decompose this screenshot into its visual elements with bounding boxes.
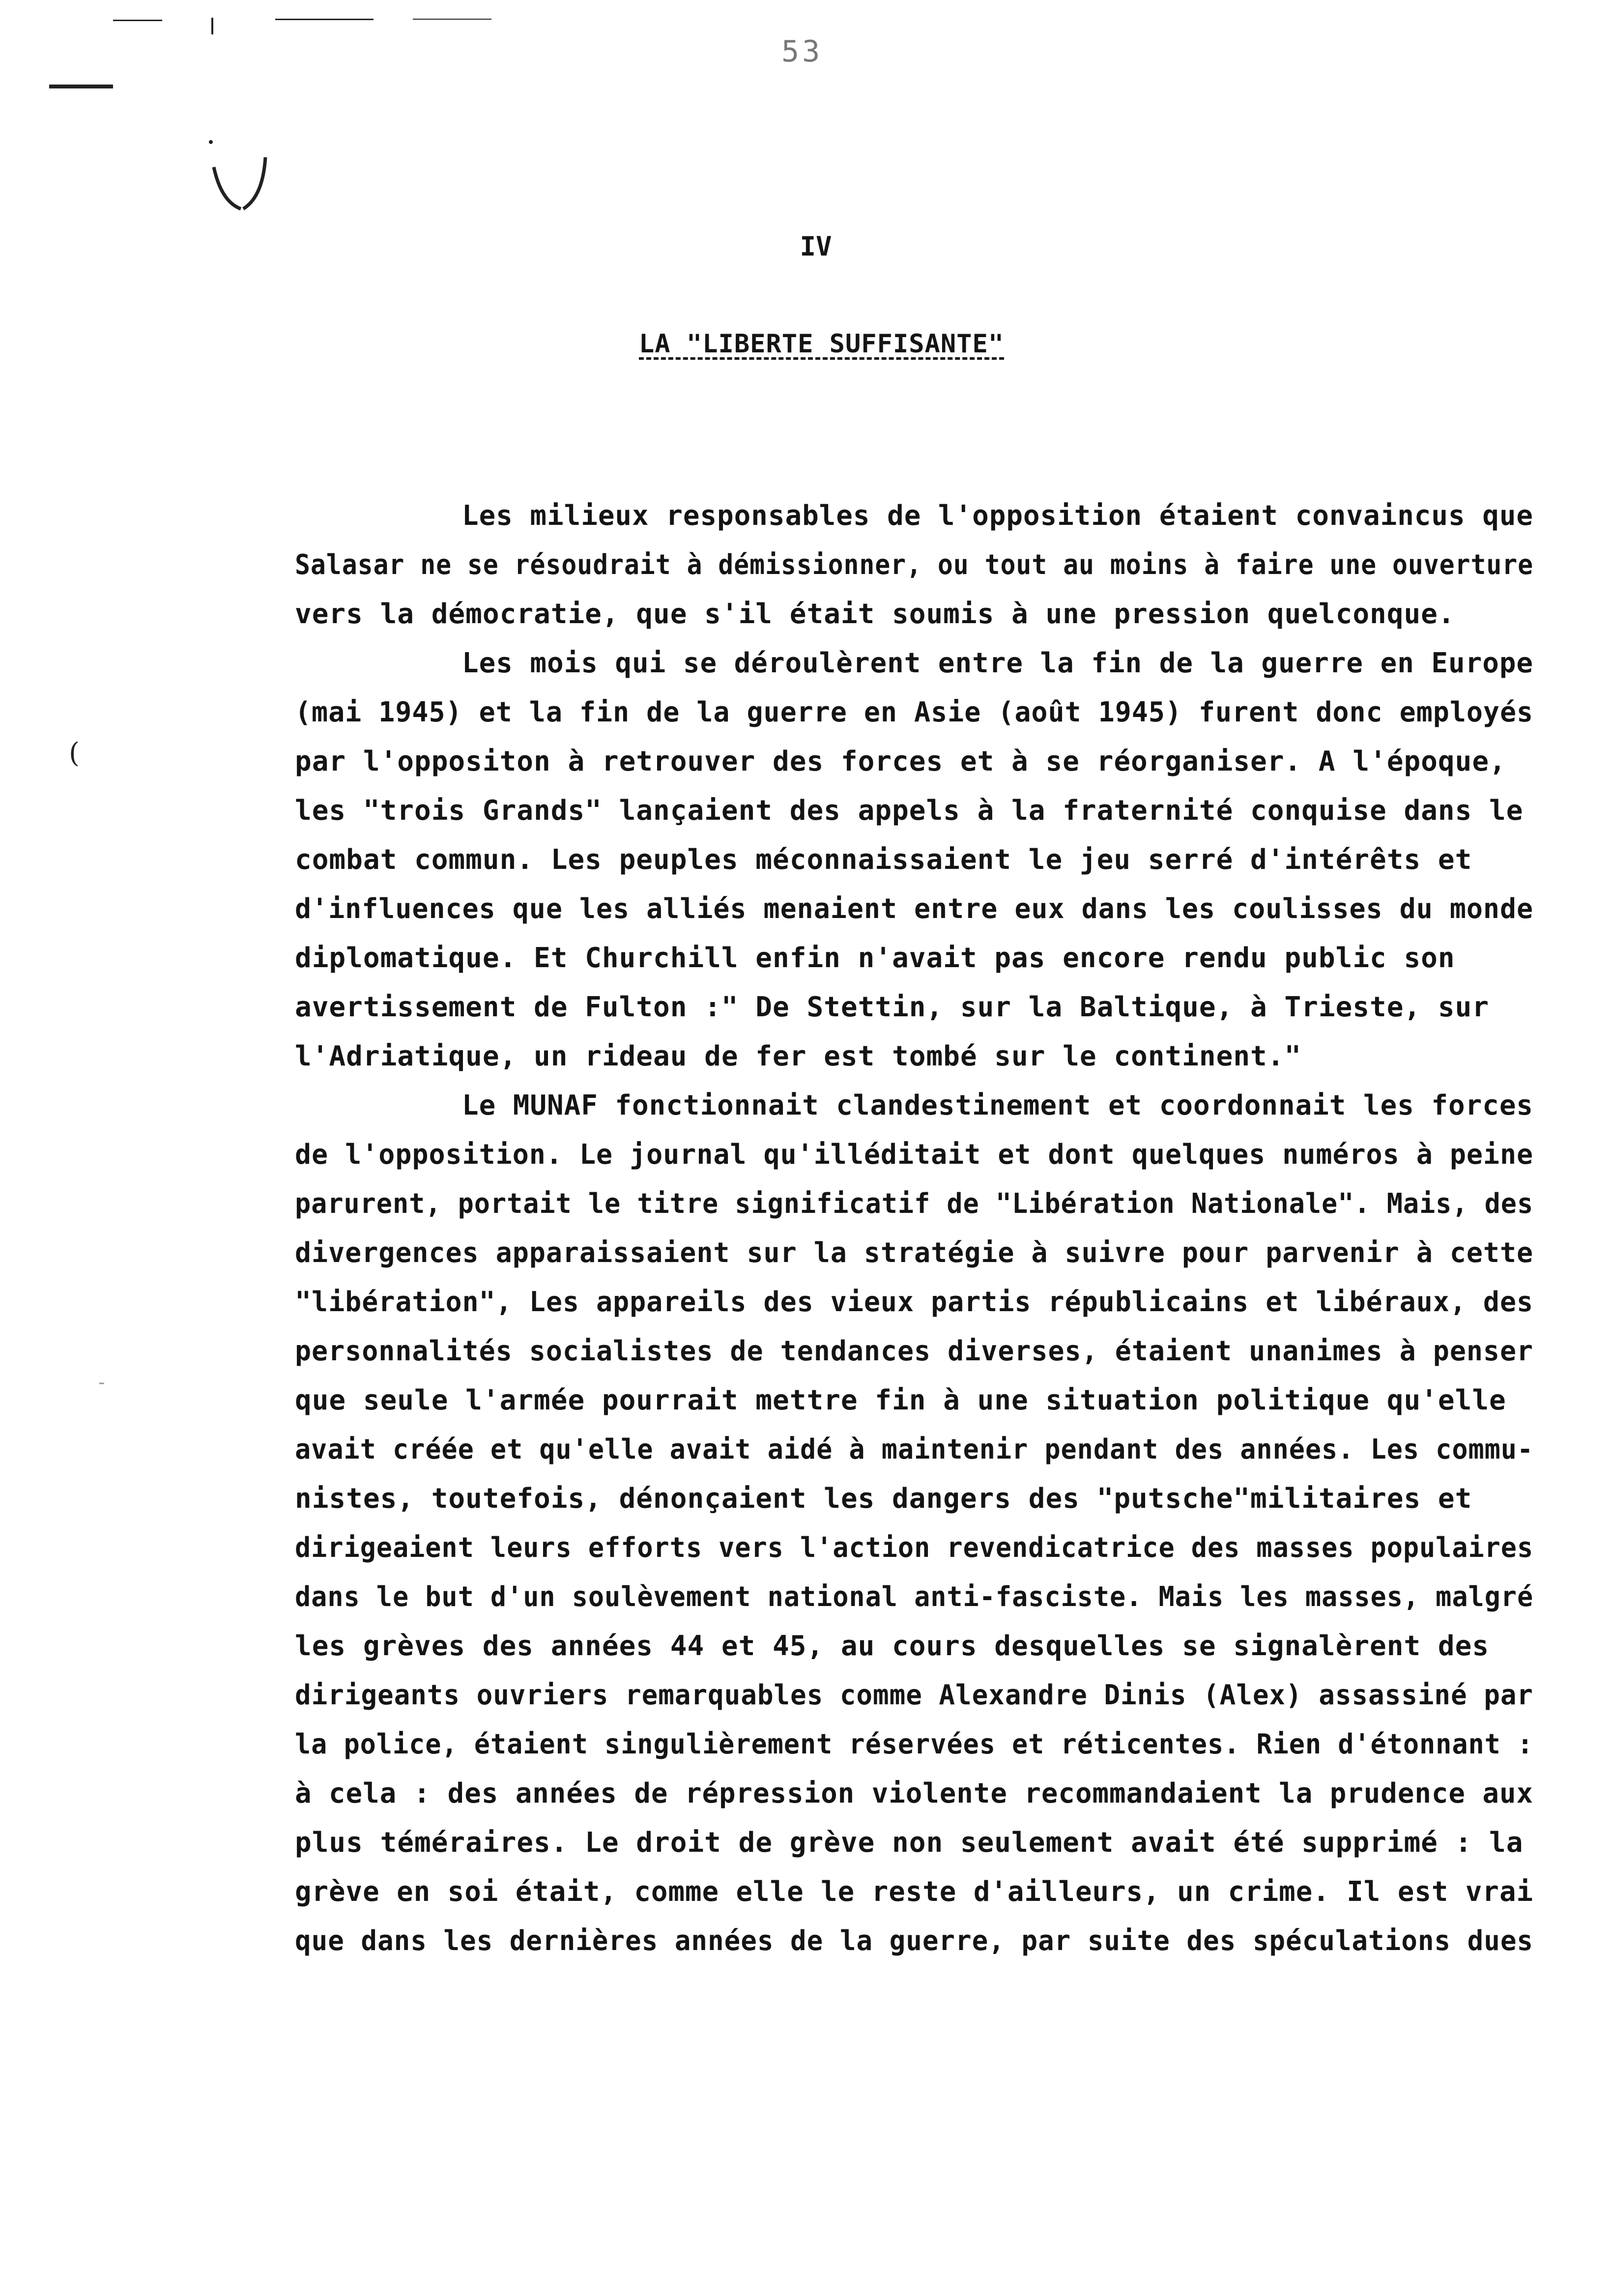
text-line: nistes, toutefois, dénonçaient les dangers des "putsche"militaires et <box>295 1483 1472 1515</box>
handwritten-mark <box>206 147 275 216</box>
text-line: combat commun. Les peuples méconnaissaient le jeu serré d'intérêts et <box>295 844 1472 876</box>
text-line: les "trois Grands" lançaient des appels à la fraternité conquise dans le <box>295 795 1524 827</box>
text-line: dirigeaient leurs efforts vers l'action revendicatrice des masses populaires <box>295 1532 1534 1564</box>
text-line: grève en soi était, comme elle le reste d'ailleurs, un crime. Il est vrai <box>295 1876 1533 1908</box>
text-line: dans le but d'un soulèvement national anti-fasciste. Mais les masses, malgré <box>295 1581 1534 1613</box>
text-line: Les mois qui se déroulèrent entre la fin de la guerre en Europe <box>462 647 1534 679</box>
scan-artifact-line <box>413 19 491 20</box>
scan-artifact-line <box>211 18 213 34</box>
text-line: plus téméraires. Le droit de grève non seulement avait été supprimé : la <box>295 1827 1524 1859</box>
text-line: d'influences que les alliés menaient entre eux dans les coulisses du monde <box>295 893 1534 925</box>
text-line: (mai 1945) et la fin de la guerre en Asie (août 1945) furent donc employés <box>295 696 1534 728</box>
text-line: par l'oppositon à retrouver des forces et à se réorganiser. A l'époque, <box>295 746 1506 777</box>
text-line: personnalités socialistes de tendances diverses, étaient unanimes à penser <box>295 1335 1534 1367</box>
margin-paren-mark: ( <box>69 737 80 769</box>
text-line: Le MUNAF fonctionnait clandestinement et coordonnait les forces <box>462 1090 1534 1121</box>
text-line: diplomatique. Et Churchill enfin n'avait pas encore rendu public son <box>295 942 1455 974</box>
scan-artifact-dash <box>49 85 113 88</box>
text-line: vers la démocratie, que s'il était soumis à une pression quelconque. <box>295 598 1455 630</box>
text-line: Les milieux responsables de l'opposition étaient convaincus que <box>462 500 1534 532</box>
scan-artifact-line <box>275 19 374 20</box>
scan-artifact-line <box>113 20 162 21</box>
text-line: la police, étaient singulièrement réservées et réticentes. Rien d'étonnant : <box>295 1728 1534 1760</box>
text-line: que dans les dernières années de la guerre, par suite des spéculations dues <box>295 1925 1534 1957</box>
text-line: Salasar ne se résoudrait à démissionner, ou tout au moins à faire une ouverture <box>295 549 1534 581</box>
chapter-number: IV <box>800 231 832 262</box>
scan-artifact-dot <box>209 140 213 144</box>
text-line: parurent, portait le titre significatif de "Libération Nationale". Mais, des <box>295 1188 1534 1220</box>
text-line: de l'opposition. Le journal qu'illéditait et dont quelques numéros à peine <box>295 1139 1534 1171</box>
text-line: l'Adriatique, un rideau de fer est tombé sur le continent." <box>295 1040 1302 1072</box>
text-line: divergences apparaissaient sur la stratégie à suivre pour parvenir à cette <box>295 1237 1534 1269</box>
text-line: "libération", Les appareils des vieux partis républicains et libéraux, des <box>295 1286 1534 1318</box>
text-line: à cela : des années de répression violente recommandaient la prudence aux <box>295 1778 1533 1809</box>
text-line: dirigeants ouvriers remarquables comme Alexandre Dinis (Alex) assassiné par <box>295 1679 1534 1711</box>
text-line: que seule l'armée pourrait mettre fin à une situation politique qu'elle <box>295 1384 1506 1416</box>
text-line: avait créée et qu'elle avait aidé à maintenir pendant des années. Les commu- <box>295 1434 1534 1465</box>
chapter-title: LA "LIBERTE SUFFISANTE" <box>639 329 1005 359</box>
text-line: les grèves des années 44 et 45, au cours desquelles se signalèrent des <box>295 1630 1490 1662</box>
text-line: avertissement de Fulton :" De Stettin, sur la Baltique, à Trieste, sur <box>295 991 1490 1023</box>
body-text <box>295 491 1533 1966</box>
margin-dash-mark: - <box>98 1371 105 1394</box>
page-number: 53 <box>781 34 823 69</box>
